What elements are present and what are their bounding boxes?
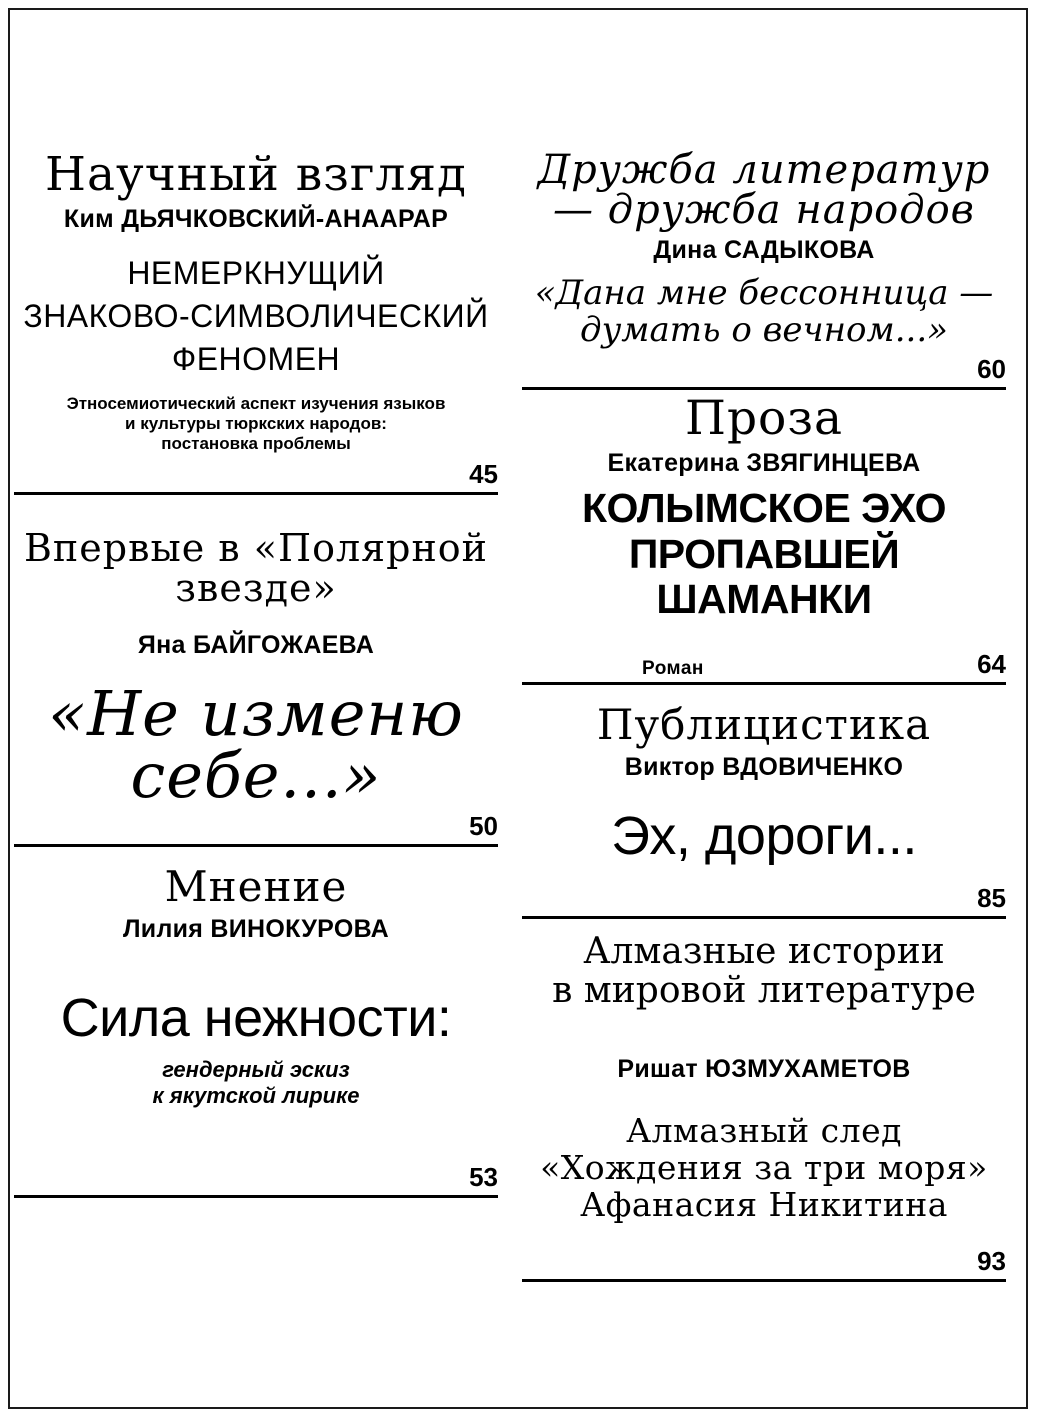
entry-title xyxy=(522,808,1006,865)
title-line: «Не изменю xyxy=(48,677,464,751)
rubric-heading xyxy=(522,147,1006,233)
entry-title xyxy=(14,677,498,813)
contents-columns xyxy=(14,147,1006,1286)
title-line: Афанасия Никитина xyxy=(580,1185,948,1225)
contents-entry xyxy=(522,147,1006,390)
entry-description xyxy=(14,1057,498,1110)
contents-entry xyxy=(14,147,498,495)
rubric-heading: Научный взгляд xyxy=(45,147,467,202)
title-line: ЗНАКОВО-СИМВОЛИЧЕСКИЙ xyxy=(23,298,489,335)
entry-title xyxy=(14,252,498,382)
rubric-line: Алмазные истории xyxy=(583,930,945,972)
contents-entry xyxy=(522,700,1006,919)
entry-footer xyxy=(522,354,1006,390)
subtitle-line: постановка проблемы xyxy=(161,434,351,454)
contents-entry xyxy=(14,862,498,1197)
rubric-line: — дружба народов xyxy=(553,187,975,233)
author-name: Яна БАЙГОЖАЕВА xyxy=(137,630,375,659)
entry-title xyxy=(522,1113,1006,1224)
author-name: Ким ДЬЯЧКОВСКИЙ-АНААРАР xyxy=(63,205,449,234)
entry-footer xyxy=(14,1162,498,1198)
rubric-heading xyxy=(522,930,1006,1011)
author-name: Лилия ВИНОКУРОВА xyxy=(122,915,390,944)
contents-entry xyxy=(522,923,1006,1282)
page-number[interactable]: 53 xyxy=(469,1161,498,1192)
rubric-heading: Проза xyxy=(684,390,844,446)
title-line: себе...» xyxy=(130,739,382,813)
page-number[interactable]: 93 xyxy=(977,1246,1006,1277)
title-line: ФЕНОМЕН xyxy=(171,341,341,378)
contents-entry xyxy=(14,525,498,848)
description-line: гендерный эскиз xyxy=(162,1056,350,1082)
title-line: Сила нежности: xyxy=(60,988,452,1049)
subtitle-line: и культуры тюркских народов: xyxy=(125,414,387,434)
title-line: думать о вечном...» xyxy=(580,310,948,351)
title-line: НЕМЕРКНУЩИЙ xyxy=(127,255,385,292)
spacer xyxy=(14,499,498,529)
author-name: Виктор ВДОВИЧЕНКО xyxy=(624,753,904,782)
rubric-heading: Публицистика xyxy=(596,700,932,750)
left-column xyxy=(14,147,498,1286)
rubric-line: Дружба литератур xyxy=(537,147,991,193)
rubric-line: в мировой литературе xyxy=(552,969,976,1011)
entry-genre: Роман xyxy=(642,658,704,680)
entry-title xyxy=(522,486,1006,624)
title-line: «Дана мне бессонница — xyxy=(534,272,994,313)
page-number[interactable]: 45 xyxy=(469,458,498,489)
page-number[interactable]: 60 xyxy=(977,353,1006,384)
page-number[interactable]: 85 xyxy=(977,882,1006,913)
author-name: Екатерина ЗВЯГИНЦЕВА xyxy=(607,448,921,477)
right-column xyxy=(522,147,1006,1286)
contents-entry xyxy=(522,390,1006,686)
entry-title xyxy=(14,990,498,1047)
entry-footer xyxy=(522,1246,1006,1282)
title-line: Эх, дороги... xyxy=(611,806,917,867)
entry-subtitle xyxy=(14,394,498,455)
title-line: Алмазный след xyxy=(626,1111,902,1151)
author-name: Ришат ЮЗМУХАМЕТОВ xyxy=(617,1054,911,1083)
title-line: «Хождения за три моря» xyxy=(540,1148,988,1188)
entry-title xyxy=(522,272,1006,351)
author-name: Дина САДЫКОВА xyxy=(653,236,875,264)
entry-footer xyxy=(522,883,1006,919)
rubric-heading: Мнение xyxy=(164,862,348,912)
description-line: к якутской лирике xyxy=(152,1083,360,1109)
page-number[interactable]: 64 xyxy=(977,649,1006,680)
rubric-heading: Впервые в «Полярной звезде» xyxy=(24,525,488,610)
title-line: КОЛЫМСКОЕ ЭХО xyxy=(581,484,947,531)
title-line: ПРОПАВШЕЙ ШАМАНКИ xyxy=(628,530,900,623)
entry-footer xyxy=(522,649,1006,685)
entry-footer xyxy=(14,459,498,495)
subtitle-line: Этносемиотический аспект изучения языков xyxy=(66,393,446,413)
entry-footer xyxy=(14,811,498,847)
page-number[interactable]: 50 xyxy=(469,811,498,842)
